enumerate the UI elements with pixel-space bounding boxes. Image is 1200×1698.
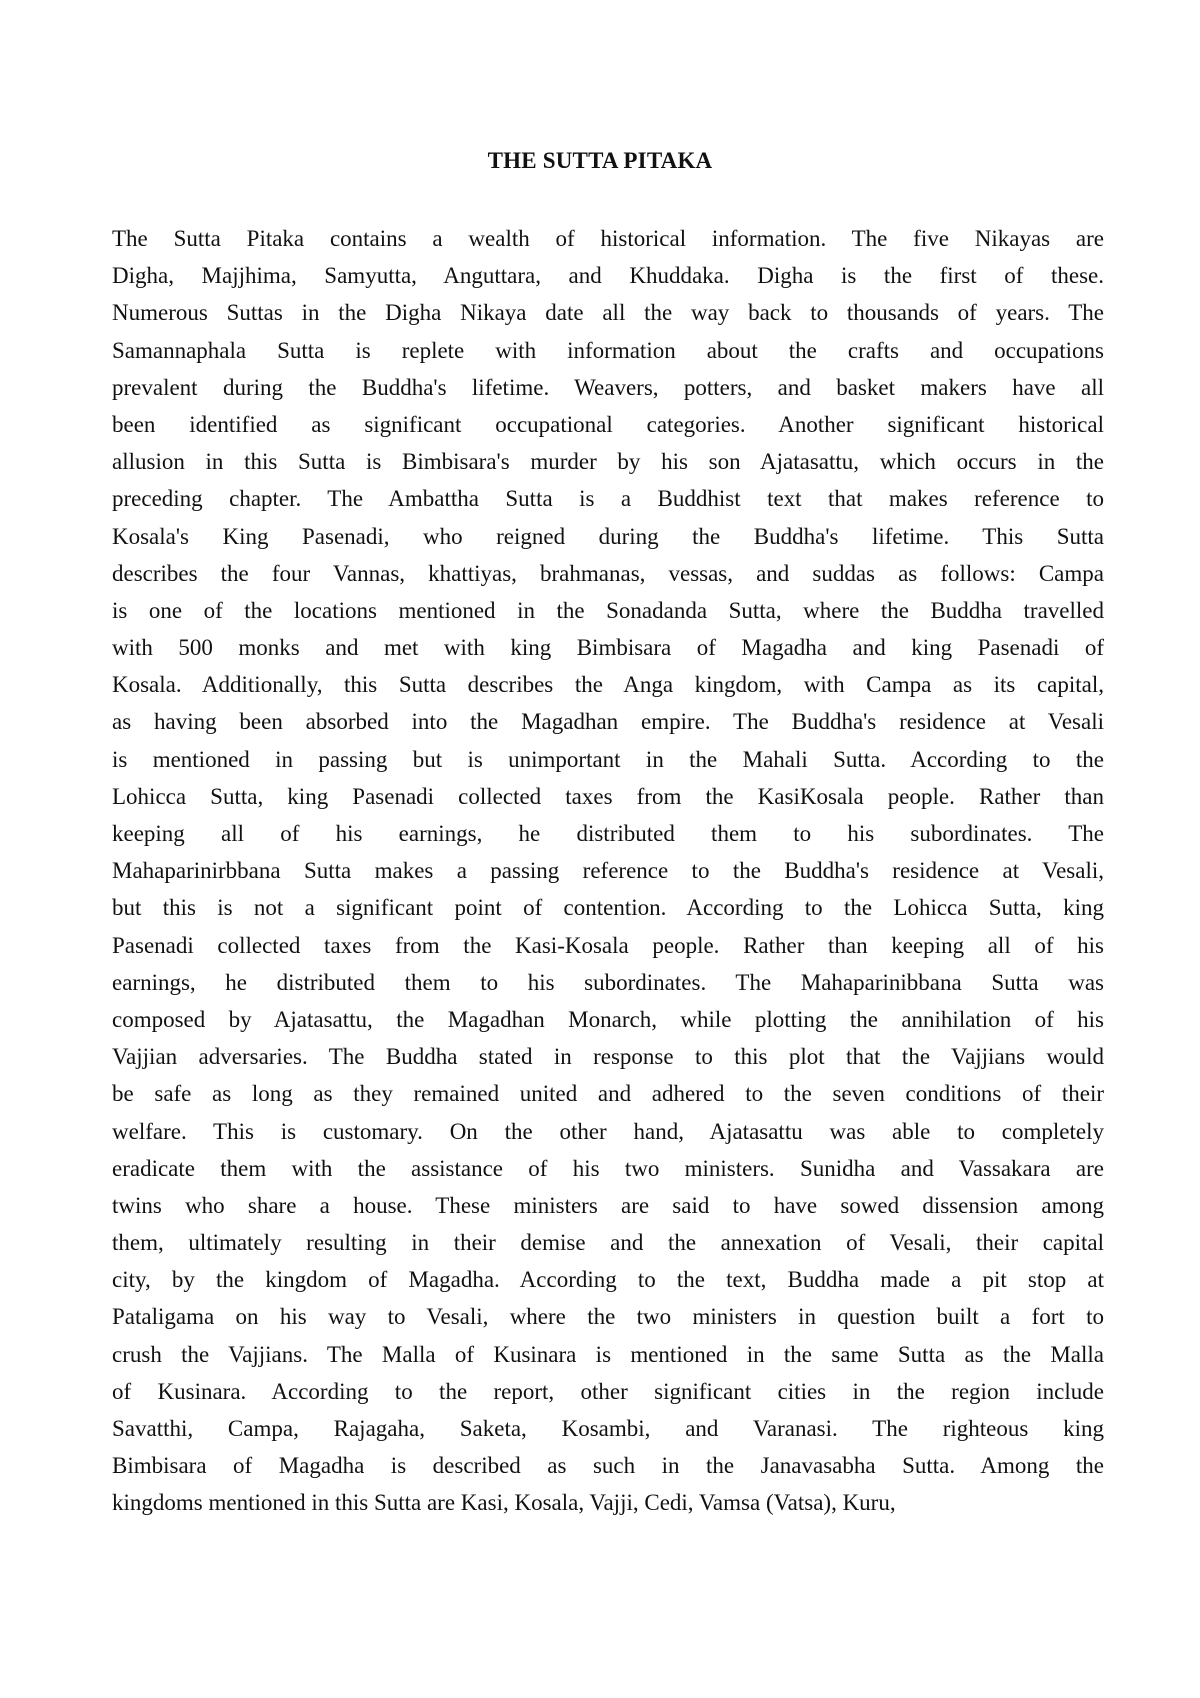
text-line: Lohicca Sutta, king Pasenadi collected taxes from the KasiKosala people. Rather than — [112, 783, 1104, 809]
text-line: Pasenadi collected taxes from the Kasi-Kosala people. Rather than keeping all of his — [112, 932, 1104, 958]
text-line: Digha, Majjhima, Samyutta, Anguttara, and Khuddaka. Digha is the first of these. — [112, 263, 1104, 289]
text-line: is one of the locations mentioned in the Sonadanda Sutta, where the Buddha travelled — [112, 597, 1104, 623]
text-line: earnings, he distributed them to his subordinates. The Mahaparinibbana Sutta was — [112, 969, 1104, 995]
text-line: Numerous Suttas in the Digha Nikaya date all the way back to thousands of years. The — [112, 300, 1104, 326]
text-line: be safe as long as they remained united and adhered to the seven conditions of their — [112, 1081, 1104, 1107]
text-line: describes the four Vannas, khattiyas, brahmanas, vessas, and suddas as follows: Campa — [112, 560, 1104, 586]
text-line: Vajjian adversaries. The Buddha stated in response to this plot that the Vajjians would — [112, 1044, 1104, 1070]
body-paragraph — [112, 220, 1104, 1522]
text-line: Mahaparinirbbana Sutta makes a passing reference to the Buddha's residence at Vesali, — [112, 858, 1104, 884]
text-line: Kosala. Additionally, this Sutta describes the Anga kingdom, with Campa as its capital, — [112, 672, 1104, 698]
text-line: The Sutta Pitaka contains a wealth of historical information. The five Nikayas are — [112, 226, 1104, 251]
text-line: Samannaphala Sutta is replete with information about the crafts and occupations — [112, 337, 1104, 363]
document-title: THE SUTTA PITAKA — [487, 148, 713, 173]
text-line: preceding chapter. The Ambattha Sutta is a Buddhist text that makes reference to — [112, 486, 1104, 512]
text-line: as having been absorbed into the Magadhan empire. The Buddha's residence at Vesali — [112, 709, 1104, 735]
text-line: Pataligama on his way to Vesali, where the two ministers in question built a fort to — [112, 1304, 1104, 1330]
text-line: been identified as significant occupational categories. Another significant historical — [112, 411, 1104, 437]
text-line: city, by the kingdom of Magadha. According to the text, Buddha made a pit stop at — [112, 1267, 1104, 1293]
text-line: but this is not a significant point of contention. According to the Lohicca Sutta, king — [112, 895, 1104, 921]
text-line: allusion in this Sutta is Bimbisara's murder by his son Ajatasattu, which occurs in the — [112, 449, 1104, 475]
text-line: composed by Ajatasattu, the Magadhan Monarch, while plotting the annihilation of his — [112, 1006, 1104, 1032]
text-line: with 500 monks and met with king Bimbisara of Magadha and king Pasenadi of — [112, 635, 1104, 661]
text-line: twins who share a house. These ministers are said to have sowed dissension among — [112, 1192, 1104, 1218]
text-line: kingdoms mentioned in this Sutta are Kasi, Kosala, Vajji, Cedi, Vamsa (Vatsa), Kuru, — [112, 1490, 896, 1516]
text-line: keeping all of his earnings, he distributed them to his subordinates. The — [112, 821, 1104, 846]
text-line: Kosala's King Pasenadi, who reigned during the Buddha's lifetime. This Sutta — [112, 523, 1104, 549]
text-line: is mentioned in passing but is unimportant in the Mahali Sutta. According to the — [112, 746, 1104, 772]
text-line: eradicate them with the assistance of his two ministers. Sunidha and Vassakara are — [112, 1155, 1104, 1181]
text-line: Savatthi, Campa, Rajagaha, Saketa, Kosambi, and Varanasi. The righteous king — [112, 1416, 1104, 1441]
text-line: welfare. This is customary. On the other hand, Ajatasattu was able to completely — [112, 1118, 1104, 1144]
text-line: them, ultimately resulting in their demise and the annexation of Vesali, their capital — [112, 1230, 1104, 1256]
text-line: crush the Vajjians. The Malla of Kusinara is mentioned in the same Sutta as the Malla — [112, 1341, 1104, 1367]
text-line: Bimbisara of Magadha is described as such in the Janavasabha Sutta. Among the — [112, 1453, 1104, 1479]
text-line: of Kusinara. According to the report, other significant cities in the region include — [112, 1378, 1104, 1404]
text-line: prevalent during the Buddha's lifetime. Weavers, potters, and basket makers have all — [112, 374, 1104, 400]
